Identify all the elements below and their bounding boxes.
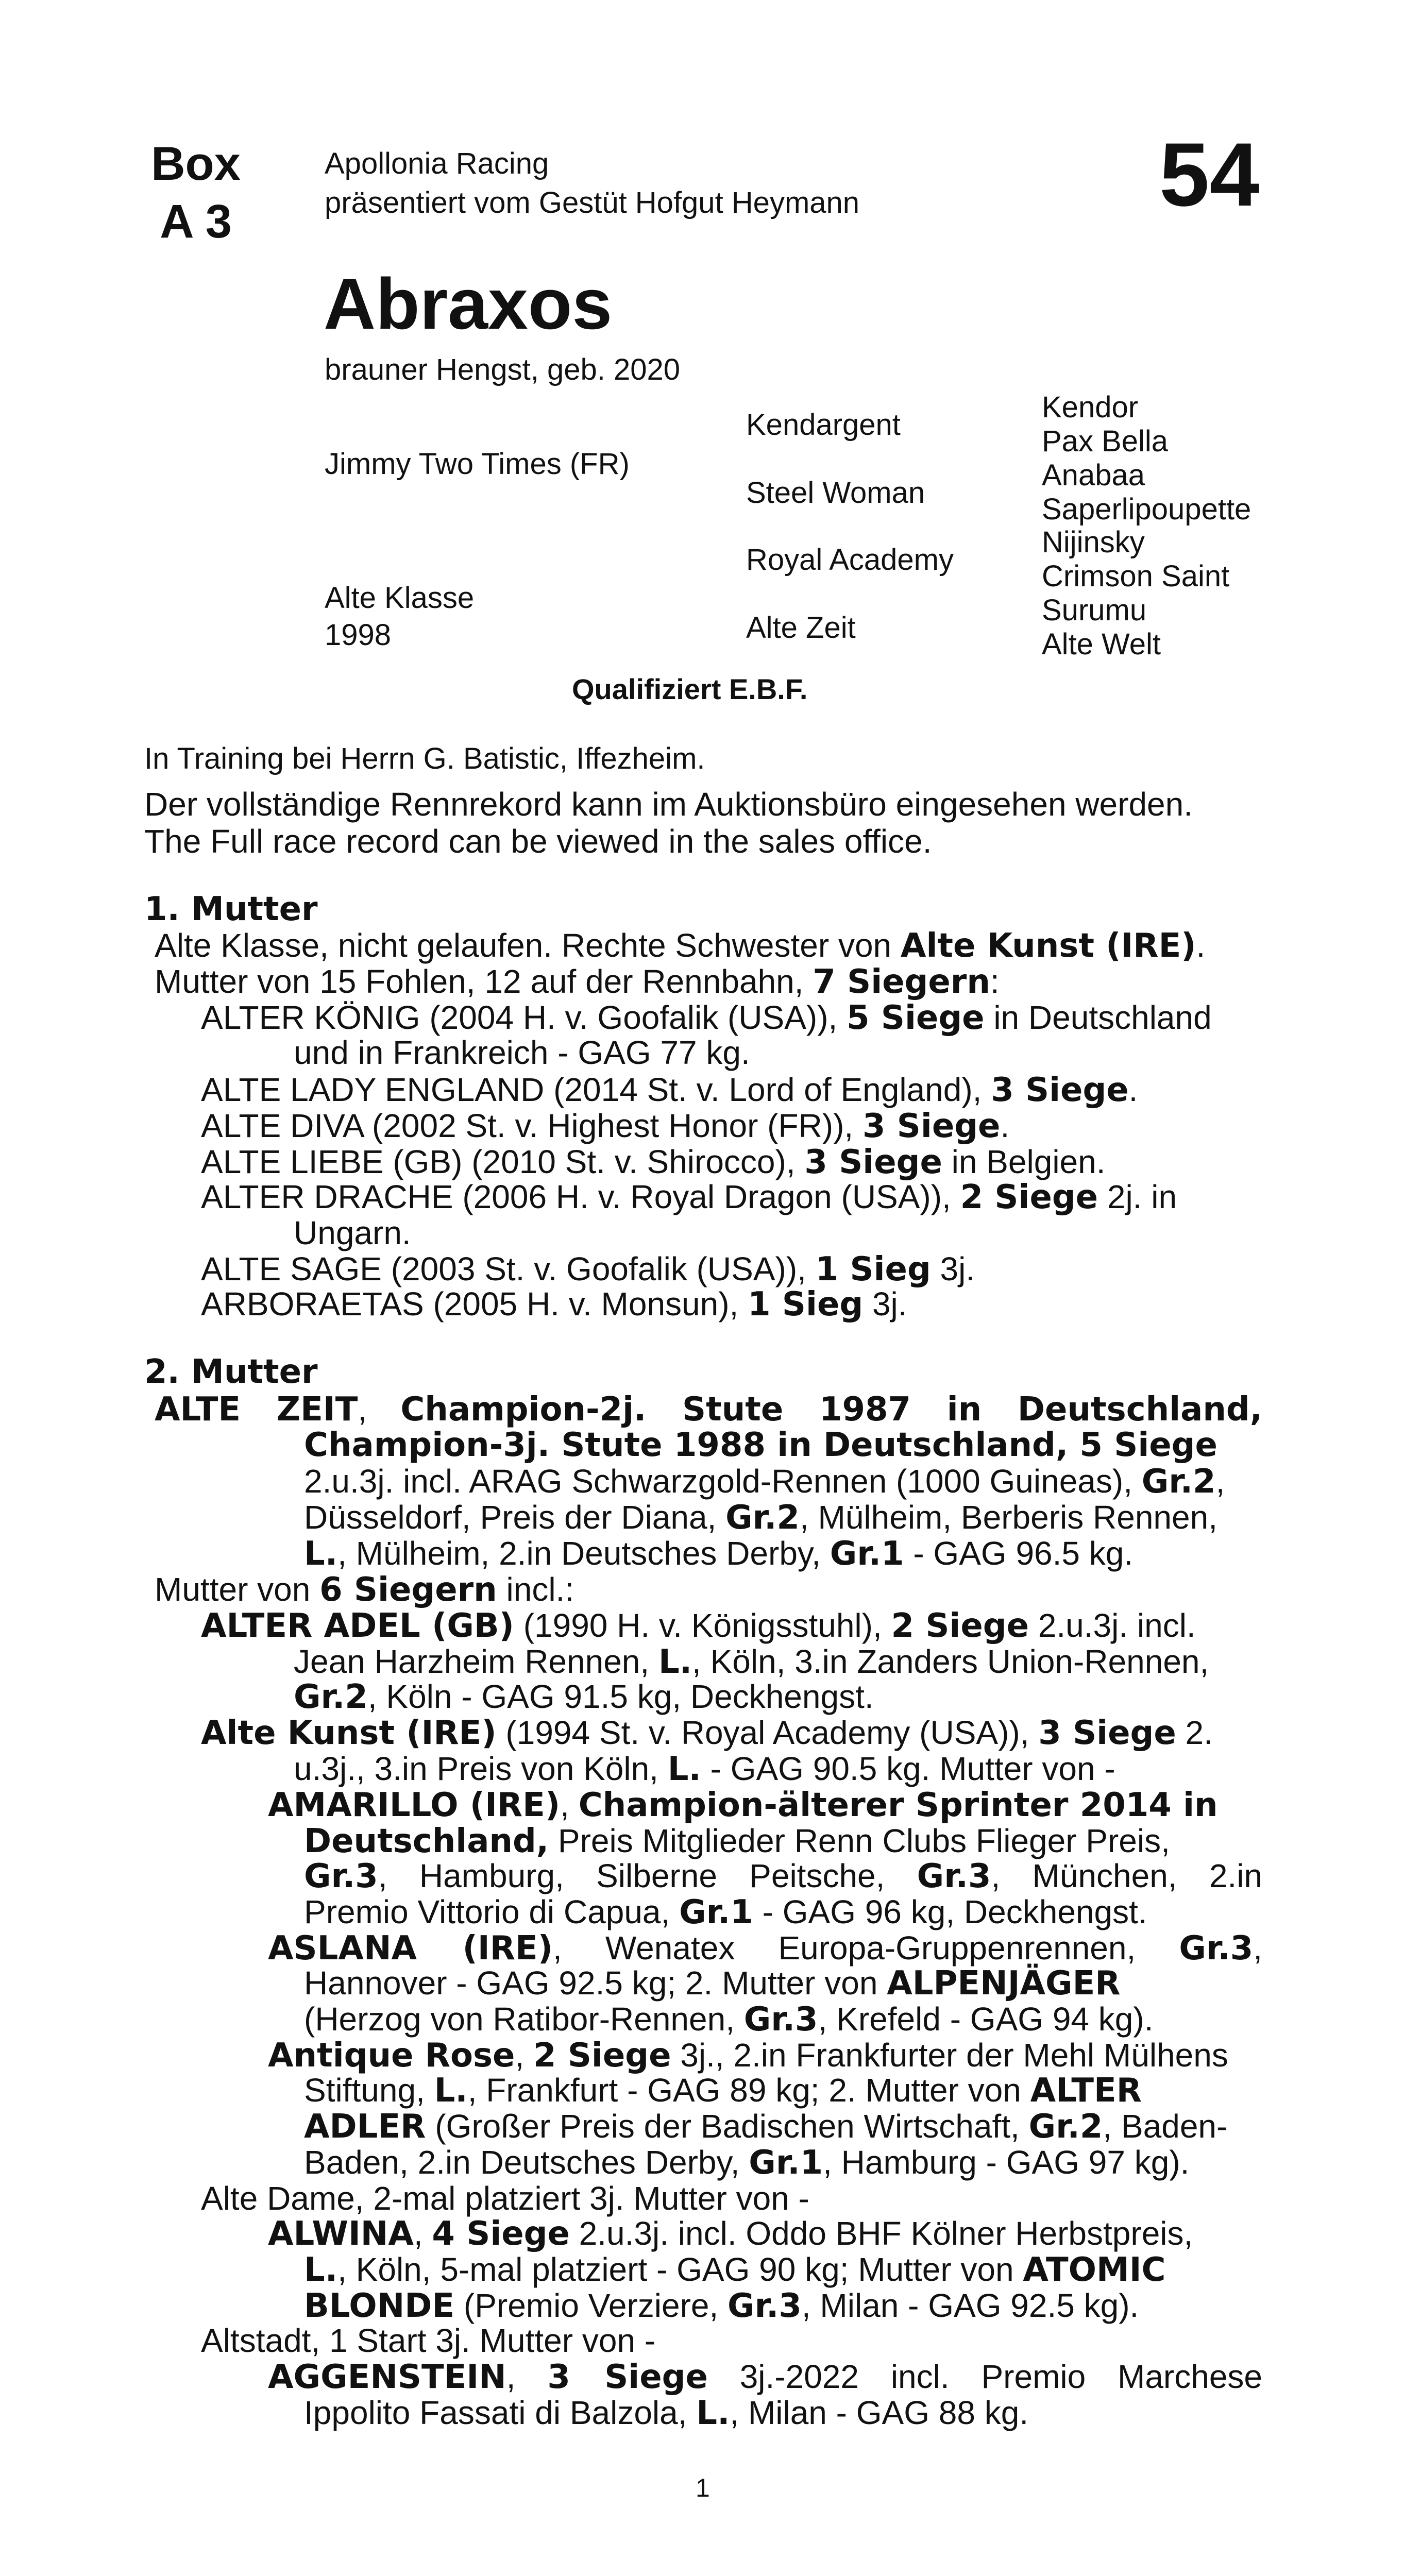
first-dam-runner-1: ALTER KÖNIG (2004 H. v. Goofalik (USA)), 5 Siege in Deutschland [201, 999, 1212, 1037]
page-number: 1 [696, 2473, 710, 2502]
aggenstein-line-1: AGGENSTEIN, 3 Siege 3j.-2022 incl. Premio Marchese [268, 2358, 1263, 2396]
amarillo-line-4: Premio Vittorio di Capua, Gr.1 - GAG 96 kg, Deckhengst. [304, 1893, 1147, 1931]
box-label: Box [151, 138, 241, 190]
pedigree-gg-2: Pax Bella [1042, 425, 1169, 458]
alwina-line-1: ALWINA, 4 Siege 2.u.3j. incl. Oddo BHF Kölner Herbstpreis, [268, 2215, 1193, 2253]
pedigree-gg-8: Alte Welt [1042, 628, 1161, 661]
second-dam-line-1: ALTE ZEIT, Champion-2j. Stute 1987 in Deutschland, [155, 1391, 1262, 1429]
second-dam-heading: 2. Mutter [144, 1353, 318, 1391]
antique-rose-line-4: Baden, 2.in Deutsches Derby, Gr.1, Hamburg - GAG 97 kg). [304, 2144, 1190, 2182]
presenter-block [325, 144, 859, 223]
pedigree-sire-sire: Kendargent [746, 408, 901, 442]
box-label-block [144, 135, 247, 250]
box-number: A 3 [160, 195, 232, 248]
pedigree-dam-dam: Alte Zeit [746, 611, 856, 645]
record-note-de: Der vollständige Rennrekord kann im Auktionsbüro eingesehen werden. [144, 786, 1193, 823]
qualification: Qualifiziert E.B.F. [572, 673, 808, 705]
amarillo-line-3: Gr.3, Hamburg, Silberne Peitsche, Gr.3, München, 2.in [304, 1857, 1262, 1895]
first-dam-runner-5-cont: Ungarn. [294, 1214, 411, 1251]
pedigree-gg-3: Anabaa [1042, 459, 1145, 492]
presenter-line-1: Apollonia Racing [325, 147, 549, 180]
second-dam-line-2: Champion-3j. Stute 1988 in Deutschland, 5 Siege [304, 1426, 1217, 1464]
pedigree-gg-5: Nijinsky [1042, 526, 1145, 559]
presenter-line-2: präsentiert vom Gestüt Hofgut Heymann [325, 186, 860, 219]
second-dam-line-6: Mutter von 6 Siegern incl.: [155, 1571, 574, 1609]
aggenstein-line-2: Ippolito Fassati di Balzola, L., Milan - GAG 88 kg. [304, 2394, 1029, 2432]
antique-rose-line-3: ADLER (Großer Preis der Badischen Wirtschaft, Gr.2, Baden- [304, 2108, 1228, 2146]
pedigree-sire: Jimmy Two Times (FR) [325, 447, 630, 481]
amarillo-line-2: Deutschland, Preis Mitglieder Renn Clubs Flieger Preis, [304, 1822, 1170, 1860]
record-note-en: The Full race record can be viewed in the sales office. [144, 823, 932, 860]
aslana-line-2: Hannover - GAG 92.5 kg; 2. Mutter von ALPENJÄGER [304, 1964, 1121, 2003]
lot-number: 54 [1159, 125, 1260, 225]
alter-adel-line-1: ALTER ADEL (GB) (1990 H. v. Königsstuhl), 2 Siege 2.u.3j. incl. [201, 1607, 1196, 1645]
altstadt-line: Altstadt, 1 Start 3j. Mutter von - [201, 2322, 656, 2359]
second-dam-line-5: L., Mülheim, 2.in Deutsches Derby, Gr.1 - GAG 96.5 kg. [304, 1535, 1134, 1573]
first-dam-runner-6: ALTE SAGE (2003 St. v. Goofalik (USA)), 1 Sieg 3j. [201, 1250, 975, 1289]
training-note: In Training bei Herrn G. Batistic, Iffezheim. [144, 742, 705, 775]
first-dam-line-1: Alte Klasse, nicht gelaufen. Rechte Schwester von Alte Kunst (IRE). [155, 927, 1206, 965]
pedigree-gg-6: Crimson Saint [1042, 560, 1230, 593]
antique-rose-line-1: Antique Rose, 2 Siege 3j., 2.in Frankfurter der Mehl Mülhens [268, 2037, 1228, 2075]
horse-description: brauner Hengst, geb. 2020 [325, 353, 681, 386]
second-dam-line-3: 2.u.3j. incl. ARAG Schwarzgold-Rennen (1000 Guineas), Gr.2, [304, 1463, 1225, 1501]
antique-rose-line-2: Stiftung, L., Frankfurt - GAG 89 kg; 2. Mutter von ALTER [304, 2072, 1142, 2110]
alter-adel-line-2: Jean Harzheim Rennen, L., Köln, 3.in Zanders Union-Rennen, [294, 1643, 1209, 1681]
first-dam-runner-5: ALTER DRACHE (2006 H. v. Royal Dragon (USA)), 2 Siege 2j. in [201, 1178, 1177, 1216]
amarillo-line-1: AMARILLO (IRE), Champion-älterer Sprinter 2014 in [268, 1786, 1218, 1824]
first-dam-line-2: Mutter von 15 Fohlen, 12 auf der Rennbahn, 7 Siegern: [155, 963, 1000, 1001]
pedigree-dam: Alte Klasse [325, 581, 475, 615]
first-dam-runner-7: ARBORAETAS (2005 H. v. Monsun), 1 Sieg 3j. [201, 1285, 907, 1324]
alte-dame-line: Alte Dame, 2-mal platziert 3j. Mutter von - [201, 2180, 809, 2217]
pedigree-gg-1: Kendor [1042, 391, 1139, 424]
pedigree-gg-7: Surumu [1042, 594, 1147, 627]
alter-adel-line-3: Gr.2, Köln - GAG 91.5 kg, Deckhengst. [294, 1678, 874, 1716]
first-dam-runner-2: ALTE LADY ENGLAND (2014 St. v. Lord of England), 3 Siege. [201, 1071, 1138, 1109]
alte-kunst-line-2: u.3j., 3.in Preis von Köln, L. - GAG 90.5 kg. Mutter von - [294, 1750, 1115, 1788]
aslana-line-3: (Herzog von Ratibor-Rennen, Gr.3, Krefeld - GAG 94 kg). [304, 2001, 1154, 2039]
second-dam-line-4: Düsseldorf, Preis der Diana, Gr.2, Mülheim, Berberis Rennen, [304, 1499, 1217, 1537]
first-dam-runner-3: ALTE DIVA (2002 St. v. Highest Honor (FR)), 3 Siege. [201, 1107, 1010, 1145]
first-dam-heading: 1. Mutter [144, 890, 318, 928]
pedigree-dam-year: 1998 [325, 618, 392, 652]
horse-name: Abraxos [324, 263, 613, 344]
pedigree-gg-4: Saperlipoupette [1042, 493, 1251, 526]
alwina-line-2: L., Köln, 5-mal platziert - GAG 90 kg; Mutter von ATOMIC [304, 2251, 1166, 2289]
pedigree-sire-dam: Steel Woman [746, 476, 925, 510]
pedigree-dam-sire: Royal Academy [746, 543, 954, 577]
aslana-line-1: ASLANA (IRE), Wenatex Europa-Gruppenrennen, Gr.3, [268, 1929, 1262, 1968]
alte-kunst-line-1: Alte Kunst (IRE) (1994 St. v. Royal Academy (USA)), 3 Siege 2. [201, 1714, 1213, 1752]
first-dam-runner-1-cont: und in Frankreich - GAG 77 kg. [294, 1034, 750, 1071]
first-dam-runner-4: ALTE LIEBE (GB) (2010 St. v. Shirocco), 3 Siege in Belgien. [201, 1143, 1106, 1181]
alwina-line-3: BLONDE (Premio Verziere, Gr.3, Milan - GAG 92.5 kg). [304, 2287, 1139, 2325]
